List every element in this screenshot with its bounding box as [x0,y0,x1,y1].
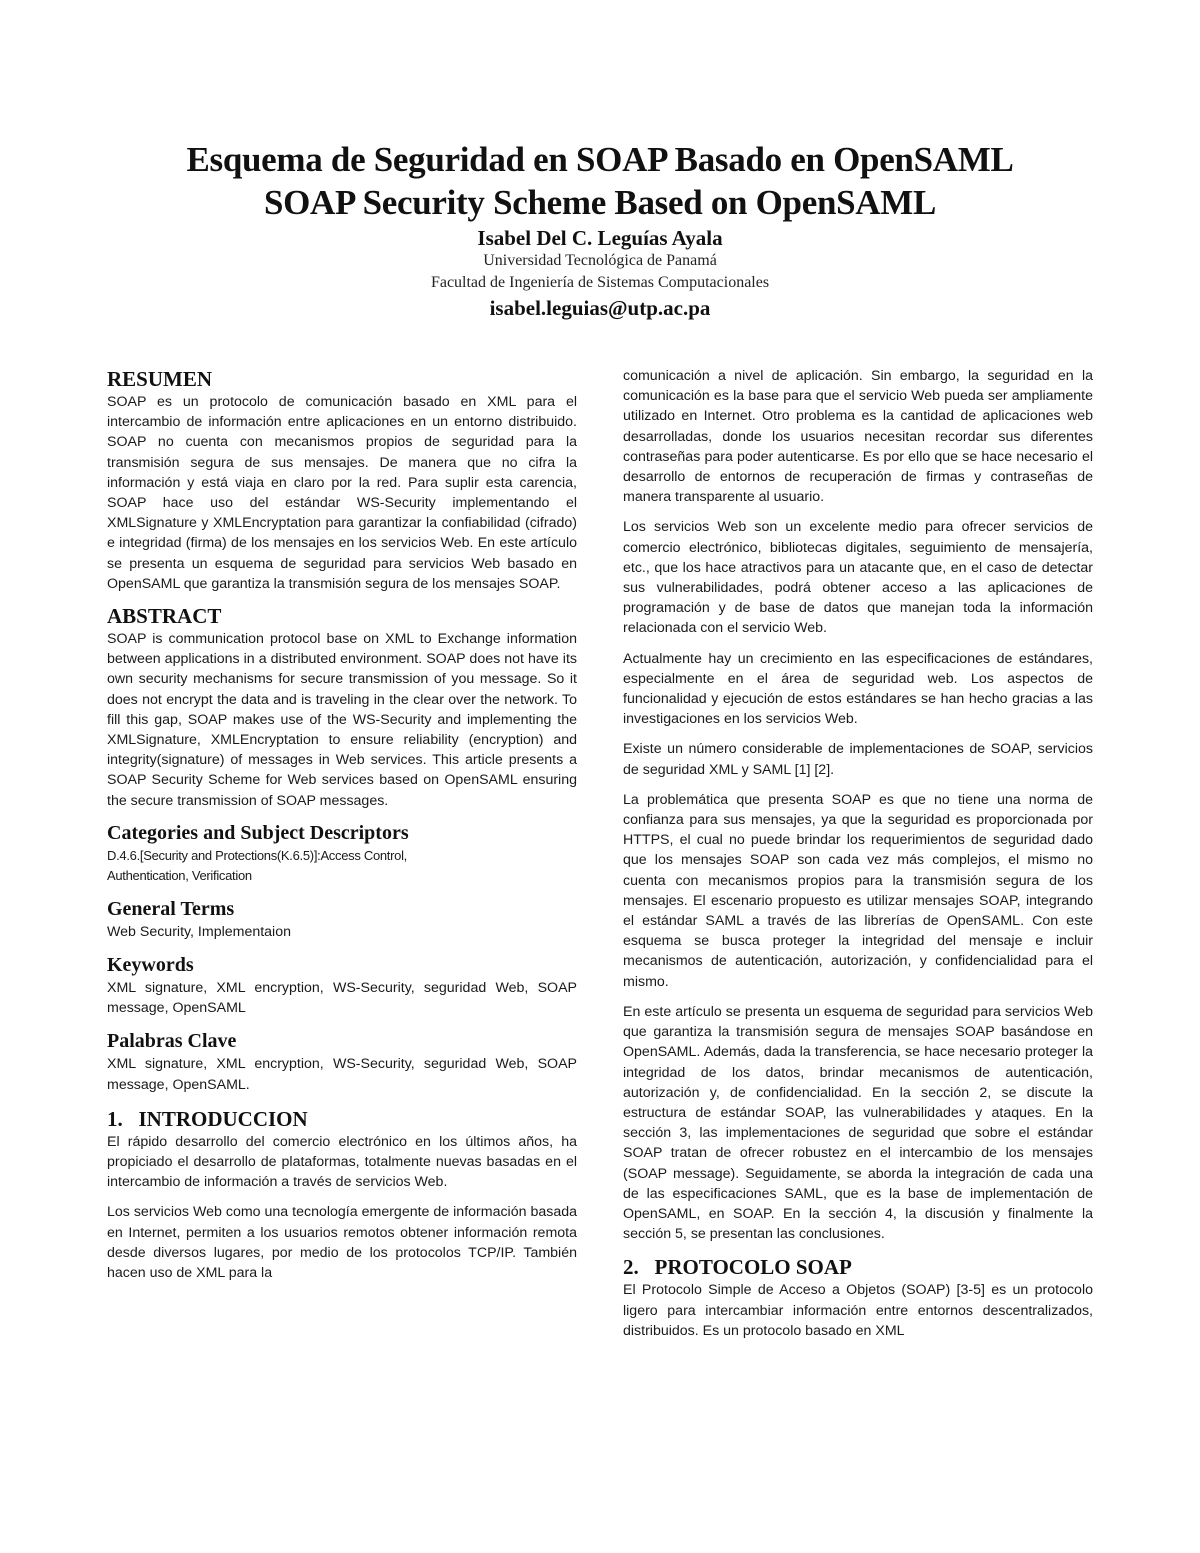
keywords-heading: Keywords [107,954,194,977]
keywords-section [107,953,577,1018]
keywords-text: XML signature, XML encryption, WS-Security, seguridad Web, SOAP message, OpenSAML [107,980,577,1017]
introduccion-paragraph-1: El rápido desarrollo del comercio electrónico en los últimos años, ha propiciado el desarrollo de plataformas, totalmente nuevas basadas en el intercambio de información a través de servicios Web. [107,1133,577,1191]
title-english: SOAP Security Scheme Based on OpenSAML [263,183,937,222]
abstract-text: SOAP is communication protocol base on XML to Exchange information between applications in a distributed environment. SOAP does not have its own security mechanisms for secure transmission of you message. So it does not encrypt the data and is traveling in the clear over the network. To fill this gap, SOAP makes use of the WS-Security and implementing the XMLSignature, XMLEncryptation to ensure reliability (encryption) and integrity(signature) of messages in Web services. This article presents a SOAP Security Scheme for Web services based on OpenSAML ensuring the secure transmission of SOAP messages. [107,631,577,809]
abstract-heading: ABSTRACT [107,604,222,629]
protocolo-soap-text: El Protocolo Simple de Acceso a Objetos (SOAP) [3-5] es un protocolo ligero para intercambiar información entre entornos descentralizados, distribuidos. Es un protocolo basado en XML [623,1282,1093,1339]
body-paragraph-6: En este artículo se presenta un esquema de seguridad para servicios Web que garantiza la transmisión segura de mensajes SOAP basándose en OpenSAML. Además, dada la transferencia, se hace necesario proteger la integridad de los datos, brindar mecanismos de autenticación, autorización y, de confidencialidad. En la sección 2, se discute la estructura de estándar SOAP, las vulnerabilidades y ataques. En la sección 3, las implementaciones de seguridad que sobre el estándar SOAP tratan de ofrecer robustez en el intercambio de los mensajes (SOAP message). Seguidamente, se aborda la integración de cada una de las especificaciones SAML, que es la base de implementación de OpenSAML, en SOAP. En la sección 4, la discusión y finalmente la sección 5, se presentan las conclusiones. [623,1003,1093,1243]
general-terms-heading: General Terms [107,897,235,920]
abstract-section [107,603,577,811]
resumen-section [107,366,577,594]
introduccion-heading: 1. INTRODUCCION [107,1106,308,1131]
protocolo-soap-heading: 2. PROTOCOLO SOAP [623,1255,852,1280]
affiliation-faculty: Facultad de Ingeniería de Sistemas Computacionales [430,274,770,291]
categories-line-2: Authentication, Verification [107,867,252,883]
left-column [107,366,577,1283]
introduccion-section [107,1106,577,1283]
palabras-clave-section [107,1029,577,1094]
affiliation-university: Universidad Tecnológica de Panamá [483,252,717,269]
right-column [623,366,1093,1341]
introduccion-paragraph-2: Los servicios Web como una tecnología emergente de información basada en Internet, permiten a los usuarios remotos obtener información remota desde diversos lugares, por medio de los protocolos TCP/IP. También hacen uso de XML para la [107,1204,577,1282]
body-paragraph-4: Existe un número considerable de implementaciones de SOAP, servicios de seguridad XML y SAML [1] [2]. [623,741,1093,778]
categories-section [107,821,577,886]
palabras-clave-text: XML signature, XML encryption, WS-Security, seguridad Web, SOAP message, OpenSAML. [107,1056,577,1093]
body-paragraph-5: La problemática que presenta SOAP es que no tiene una norma de confianza para sus mensajes, ya que la seguridad es proporcionada por HTTPS, el cual no puede brindar los requerimientos de seguridad dado que los mensajes SOAP son cada vez más complejos, el mismo no cuenta con mecanismos propios para la transmisión segura de los mensajes. El escenario propuesto es utilizar mensajes SOAP, integrando el estándar SAML a través de las librerías de OpenSAML. Con este esquema se busca proteger la integridad del mensaje e incluir mecanismos de autenticación, autorización, y confidencialidad para el mismo. [623,791,1093,990]
categories-line-1: D.4.6.[Security and Protections(K.6.5)]:Access Control, [107,847,407,863]
resumen-heading: RESUMEN [107,367,213,391]
palabras-clave-heading: Palabras Clave [107,1030,237,1053]
author-email: isabel.leguias@utp.ac.pa [489,296,711,320]
categories-heading: Categories and Subject Descriptors [107,821,409,844]
resumen-text: SOAP es un protocolo de comunicación basado en XML para el intercambio de información entre aplicaciones en un entorno distribuido. SOAP no cuenta con mecanismos propios de seguridad para la transmisión segura de sus mensajes. De manera que no cifra la información y está viaja en claro por la red. Para suplir esta carencia, SOAP hace uso del estándar WS-Security implementando el XMLSignature y XMLEncryptation para garantizar la confiabilidad (cifrado) e integridad (firma) de los mensajes en los servicios Web. En este artículo se presenta un esquema de seguridad para servicios Web basado en OpenSAML que garantiza la transmisión segura de los mensajes SOAP. [107,394,577,592]
author-name: Isabel Del C. Leguías Ayala [477,226,723,250]
protocolo-soap-section [623,1254,1093,1341]
body-paragraph-1: comunicación a nivel de aplicación. Sin embargo, la seguridad en la comunicación es la base para que el servicio Web pueda ser ampliamente utilizado en Internet. Otro problema es la cantidad de aplicaciones web desarrolladas, donde los usuarios necesitan recordar sus diferentes contraseñas para poder autenticarse. Es por ello que se hace necesario el desarrollo de entornos de recuperación de firmas y contraseñas de manera transparente al usuario. [623,368,1093,506]
general-terms-text: Web Security, Implementaion [107,923,291,940]
body-paragraph-2: Los servicios Web son un excelente medio para ofrecer servicios de comercio electrónico, bibliotecas digitales, seguimiento de mensajería, etc., que los hace atractivos para un atacante que, en el caso de detectar sus vulnerabilidades, podrá obtener acceso a las aplicaciones de programación y de base de datos que manejan toda la información relacionada con el servicio Web. [623,519,1093,637]
general-terms-section [107,897,577,942]
body-paragraph-3: Actualmente hay un crecimiento en las especificaciones de estándares, especialmente en el área de seguridad web. Los aspectos de funcionalidad y ejecución de estos estándares se han hecho gracias a las investigaciones en los servicios Web. [623,650,1093,728]
title-spanish: Esquema de Seguridad en SOAP Basado en OpenSAML [186,140,1014,179]
